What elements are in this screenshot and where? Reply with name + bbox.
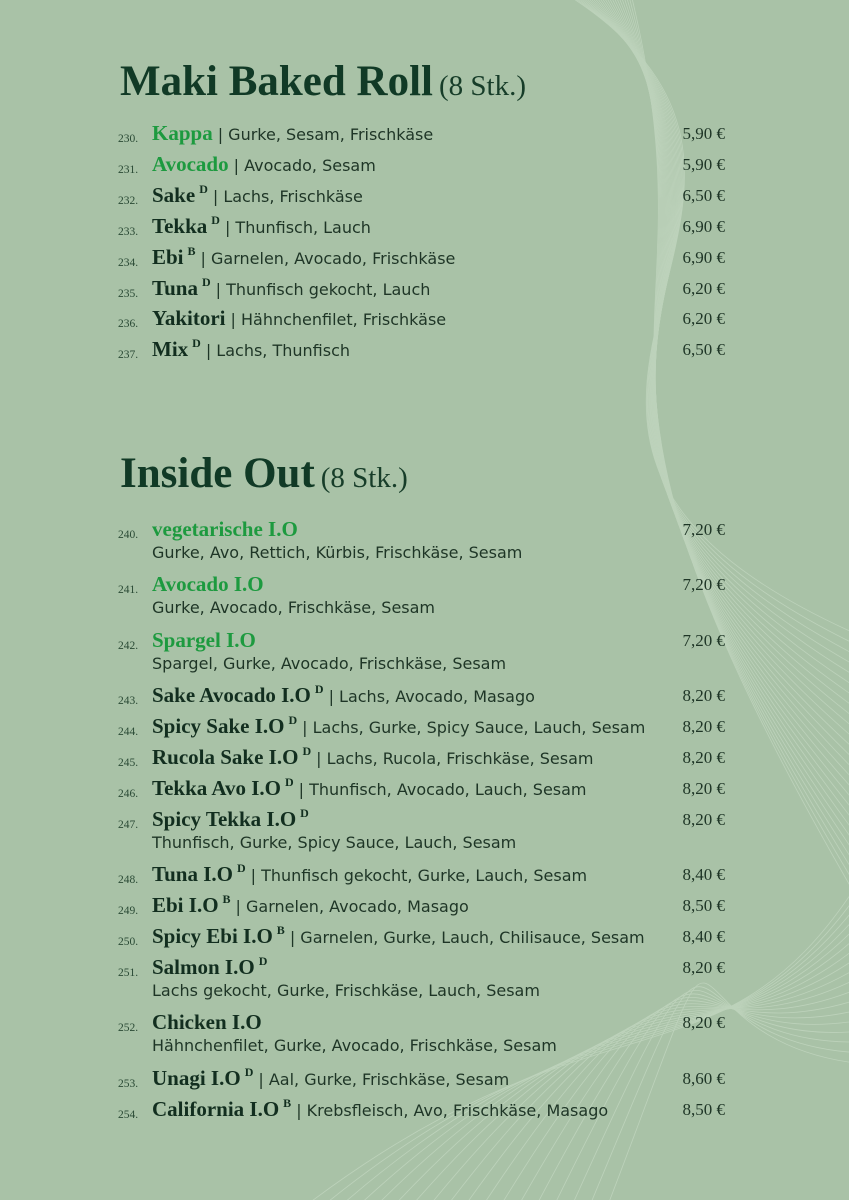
allergen-mark: B [187, 243, 196, 258]
item-name: Tekka Avo I.O [152, 775, 281, 800]
allergen-mark: B [222, 892, 231, 907]
item-ingredients: | Gurke, Sesam, Frischkäse [217, 125, 434, 144]
item-ingredients: Gurke, Avocado, Frischkäse, Sesam [152, 598, 436, 618]
item-name: Avocado [152, 151, 229, 176]
menu-item-line [0, 213, 849, 241]
item-name: Tuna I.O [152, 862, 233, 887]
menu-item-line [0, 775, 849, 803]
menu-item-line [0, 571, 849, 599]
menu-item-line [0, 1009, 849, 1037]
item-ingredients: | Thunfisch, Lauch [224, 217, 371, 237]
item-ingredients: | Lachs, Thunfisch [205, 341, 351, 361]
allergen-mark: D [201, 274, 211, 289]
menu-item-line [0, 305, 849, 333]
item-main-text [152, 861, 587, 887]
item-name: Tekka [152, 213, 208, 238]
item-ingredients: | Garnelen, Gurke, Lauch, Chilisauce, Sesam [289, 928, 645, 947]
item-main-text [152, 1065, 509, 1091]
item-price: 8,20 € [682, 717, 725, 737]
item-name: Salmon I.O [152, 954, 255, 979]
item-number: 253. [118, 1077, 139, 1090]
item-number: 246. [118, 787, 139, 800]
item-number: 252. [118, 1022, 139, 1035]
item-ingredients: Spargel, Gurke, Avocado, Frischkäse, Sesam [152, 653, 507, 673]
item-main-text [152, 923, 645, 949]
item-price: 6,90 € [682, 247, 725, 267]
section-title-text: Maki Baked Roll [120, 58, 433, 105]
item-name: Spicy Tekka I.O [152, 806, 297, 831]
item-name: Tuna [152, 275, 198, 300]
item-name: Avocado I.O [152, 572, 264, 597]
menu-item-line [0, 275, 849, 303]
item-number: 250. [118, 936, 139, 948]
item-number: 254. [118, 1108, 139, 1121]
item-ingredients: | Lachs, Avocado, Masago [328, 687, 535, 707]
menu-item-line [0, 861, 849, 889]
item-main-text [152, 806, 309, 832]
item-main-text [152, 892, 469, 918]
allergen-mark: B [283, 1095, 292, 1110]
item-ingredients: | Garnelen, Avocado, Masago [235, 897, 469, 917]
allergen-mark: D [288, 713, 298, 728]
item-ingredients: Hähnchenfilet, Gurke, Avocado, Frischkäse, Sesam [152, 1036, 557, 1056]
section-title [120, 452, 408, 495]
item-price: 8,40 € [682, 927, 725, 946]
item-ingredients: | Lachs, Frischkäse [212, 186, 363, 206]
item-number: 233. [118, 225, 139, 238]
item-name: Ebi I.O [152, 893, 219, 918]
item-price: 8,20 € [682, 957, 725, 977]
item-price: 7,20 € [682, 630, 725, 650]
item-price: 5,90 € [682, 154, 725, 174]
item-main-text [152, 572, 264, 597]
item-main-text [152, 713, 645, 739]
item-number: 237. [118, 349, 139, 362]
item-number: 242. [118, 639, 139, 652]
allergen-mark: D [284, 774, 294, 789]
item-price: 8,50 € [682, 1099, 725, 1119]
item-name: Ebi [152, 244, 184, 269]
menu-item-line [0, 806, 849, 834]
item-number: 234. [118, 256, 139, 269]
item-price: 6,50 € [682, 340, 725, 360]
item-ingredients: | Avocado, Sesam [233, 155, 376, 175]
item-main-text [152, 336, 350, 362]
item-name: Spicy Sake I.O [152, 714, 285, 739]
item-number: 235. [118, 287, 139, 300]
item-name: vegetarische I.O [152, 517, 298, 541]
item-ingredients: Gurke, Avo, Rettich, Kürbis, Frischkäse, Sesam [152, 543, 523, 562]
item-price: 7,20 € [682, 520, 725, 539]
item-name: Spicy Ebi I.O [152, 924, 273, 948]
item-name: Sake [152, 182, 196, 207]
menu-item-line [0, 336, 849, 364]
item-name: Chicken I.O [152, 1010, 262, 1035]
item-main-text [152, 744, 594, 770]
item-main-text [152, 517, 298, 542]
item-number: 240. [118, 529, 139, 541]
menu-item-line [0, 892, 849, 920]
item-price: 8,50 € [682, 896, 725, 916]
item-name: Rucola Sake I.O [152, 745, 299, 769]
item-ingredients: | Garnelen, Avocado, Frischkäse [200, 248, 456, 268]
item-main-text [152, 628, 256, 653]
menu-item-line [0, 182, 849, 210]
item-price: 7,20 € [682, 575, 725, 595]
item-number: 244. [118, 726, 139, 739]
item-main-text [152, 1096, 608, 1122]
menu-item-line [0, 682, 849, 710]
item-price: 8,20 € [682, 1013, 725, 1033]
menu-item-line [0, 627, 849, 655]
menu-item-line [0, 1096, 849, 1124]
allergen-mark: D [211, 212, 220, 227]
menu-item-line [0, 923, 849, 951]
menu-item-line [0, 120, 849, 148]
item-price: 5,90 € [682, 124, 725, 143]
item-number: 231. [118, 163, 139, 176]
allergen-mark: B [276, 923, 285, 937]
item-price: 8,20 € [682, 809, 725, 829]
allergen-mark: D [314, 682, 324, 697]
allergen-mark: D [199, 181, 208, 196]
item-main-text [152, 213, 371, 239]
item-price: 6,20 € [682, 278, 725, 298]
allergen-mark: D [244, 1064, 254, 1079]
item-ingredients: | Krebsfleisch, Avo, Frischkäse, Masago [296, 1100, 609, 1120]
allergen-mark: D [302, 744, 312, 758]
item-number: 230. [118, 133, 139, 145]
item-main-text [152, 306, 446, 331]
allergen-mark: D [236, 861, 246, 876]
item-name: Sake Avocado I.O [152, 683, 311, 708]
item-ingredients: | Thunfisch gekocht, Gurke, Lauch, Sesam [250, 866, 588, 886]
section-subtitle: (8 Stk.) [320, 462, 408, 494]
menu-item-line [0, 516, 849, 544]
menu-item-line [0, 151, 849, 179]
item-main-text [152, 182, 363, 208]
item-main-text [152, 121, 433, 146]
item-ingredients: | Lachs, Gurke, Spicy Sauce, Lauch, Sesam [302, 718, 646, 738]
allergen-mark: D [258, 953, 268, 968]
item-main-text [152, 1010, 262, 1035]
item-price: 6,50 € [682, 185, 725, 205]
item-ingredients: | Aal, Gurke, Frischkäse, Sesam [258, 1069, 510, 1089]
menu-item-line [0, 713, 849, 741]
item-main-text [152, 775, 587, 801]
item-number: 232. [118, 194, 139, 207]
menu-item-line [0, 1065, 849, 1093]
item-price: 6,20 € [682, 309, 725, 329]
item-main-text [152, 275, 430, 301]
allergen-mark: D [300, 805, 309, 820]
item-main-text [152, 954, 267, 980]
item-name: Unagi I.O [152, 1065, 241, 1090]
item-number: 241. [118, 584, 139, 597]
item-ingredients: | Lachs, Rucola, Frischkäse, Sesam [316, 749, 594, 768]
menu-item-line [0, 744, 849, 772]
item-price: 8,20 € [682, 686, 725, 706]
item-price: 8,20 € [682, 778, 725, 798]
item-main-text [152, 682, 535, 708]
item-number: 251. [118, 966, 139, 979]
item-price: 8,60 € [682, 1068, 725, 1088]
item-ingredients: | Hähnchenfilet, Frischkäse [230, 310, 447, 330]
item-name: Spargel I.O [152, 627, 256, 652]
item-price: 8,20 € [682, 748, 725, 767]
item-main-text [152, 152, 376, 177]
item-number: 243. [118, 695, 139, 708]
item-name: California I.O [152, 1096, 280, 1121]
item-name: Yakitori [152, 306, 226, 331]
item-number: 249. [118, 905, 139, 918]
item-ingredients: Thunfisch, Gurke, Spicy Sauce, Lauch, Sesam [152, 832, 517, 852]
menu-item-line [0, 244, 849, 272]
item-number: 245. [118, 757, 139, 769]
item-number: 236. [118, 318, 139, 331]
item-number: 248. [118, 874, 139, 887]
section-subtitle: (8 Stk.) [439, 70, 526, 102]
item-number: 247. [118, 818, 139, 831]
allergen-mark: D [192, 336, 201, 351]
wave-line [582, 0, 849, 730]
menu-item-line [0, 954, 849, 982]
section-title-text: Inside Out [120, 450, 315, 497]
item-name: Kappa [152, 121, 213, 145]
section-title [120, 60, 526, 103]
item-ingredients: | Thunfisch gekocht, Lauch [215, 279, 431, 299]
item-name: Mix [152, 337, 189, 362]
item-price: 8,40 € [682, 865, 725, 885]
item-main-text [152, 244, 455, 270]
item-ingredients: | Thunfisch, Avocado, Lauch, Sesam [298, 779, 587, 799]
item-ingredients: Lachs gekocht, Gurke, Frischkäse, Lauch, Sesam [152, 980, 540, 1000]
item-price: 6,90 € [682, 216, 725, 236]
